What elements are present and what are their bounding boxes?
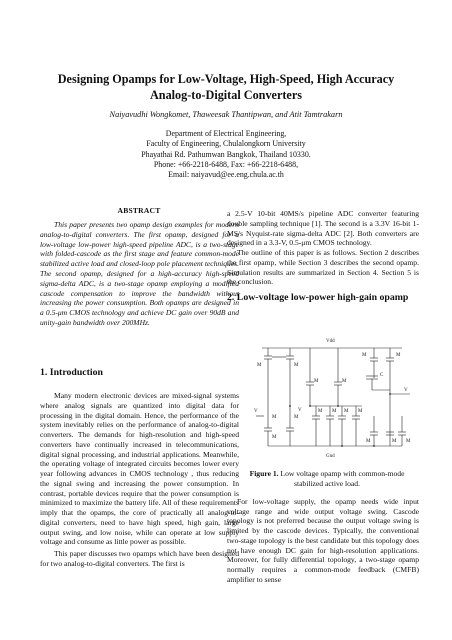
affiliation-line: Phayathai Rd. Pathumwan Bangkok, Thailand 10330. <box>141 149 311 159</box>
section-2-heading: 2. Low-voltage low-power high-gain opamp <box>227 292 409 303</box>
figure-caption <box>239 469 415 488</box>
authors: Naiyavudhi Wongkomet, Thaweesak Thantipwan, and Atit Tamtrakarn <box>109 110 343 119</box>
abstract-heading: ABSTRACT <box>117 206 161 215</box>
m14-label: M <box>366 439 371 444</box>
m15-label: M <box>392 439 397 444</box>
right-paragraph-1: a 2.5-V 10-bit 40MS/s pipeline ADC converter featuring double sampling technique [1]. The second is a 3.3V 16-bit 1-MS/s Nyquist-rate sigma-delta ADC [2]. Both converters are designed in a 3.3-V, 0.5-μm CMOS technology. <box>227 209 419 248</box>
affiliation <box>40 129 412 180</box>
m9-label: M <box>272 415 277 420</box>
m11-label: M <box>272 435 277 440</box>
vdd-label: Vdd <box>326 339 335 344</box>
m12-label: M <box>362 353 367 358</box>
m3-label: M <box>314 379 319 384</box>
second-stage <box>362 348 411 446</box>
input-pair <box>254 406 302 446</box>
m13-label: M <box>396 353 401 358</box>
affiliation-line: Department of Electrical Engineering, <box>165 129 287 138</box>
title-line-2: Analog-to-Digital Converters <box>150 88 302 102</box>
m4-label: M <box>342 379 347 384</box>
right-bottom-paragraph: For low-voltage supply, the opamp needs wide input voltage range and wide output voltage swing. Cascode topology is not preferred because the output voltage swing is limited by the cascode devices. Typically, the conventional two-stage topology is the best candidate but this topology does not have enough DC gain for high-resolution applications. Moreover, for fully differential topology, a two-stage opamp normally requires a common-mode feedback (CMFB) amplifier to sense <box>227 497 419 584</box>
intro-heading: 1. Introduction <box>40 367 103 378</box>
bias-transistors <box>257 348 299 406</box>
affiliation-line: Email: naiyavud@ee.eng.chula.ac.th <box>168 170 284 180</box>
opamp-schematic-figure <box>254 336 422 462</box>
paper-title <box>40 71 412 103</box>
abstract-text: This paper presents two opamp design examples for modern analog-to-digital converters. The first opamp, designed for a low-voltage low-power high-speed pipeline ADC, is a two-stage with folded-cascode as the first stage and feature common-mode stabilized active load and closed-loop pole placement techniques. The second opamp, designed for a high-accuracy high-speed sigma-delta ADC, is a two-stage opamp employing a modified cascode compensation to improve the bandwidth without increasing the power consumption. Both opamps are designed in a 0.5-μm CMOS technology and achieve DC gain over 90dB and unity-gain bandwidth over 200MHz. <box>40 220 239 327</box>
gnd-label: Gnd <box>326 454 335 459</box>
m8-label: M <box>358 409 363 414</box>
vb-label: V <box>298 408 302 413</box>
m16-label: M <box>406 439 411 444</box>
vout-label: V <box>404 388 408 393</box>
vin-label: V <box>254 409 258 414</box>
m7-label: M <box>344 409 349 414</box>
right-column-bottom <box>227 497 419 584</box>
first-stage <box>306 348 363 446</box>
right-paragraph-2: The outline of this paper is as follows. Section 2 describes the first opamp, while Section 3 describes the second opamp. Simulation results are summarized in Section 4. Section 5 is the conclusion. <box>227 248 419 287</box>
m2-label: M <box>294 363 299 368</box>
intro-body <box>40 391 239 569</box>
m5-label: M <box>318 409 323 414</box>
figure-caption-label: Figure 1. <box>249 469 279 478</box>
right-column-top <box>227 209 419 287</box>
m1-label: M <box>257 363 262 368</box>
m6-label: M <box>332 409 337 414</box>
figure-caption-text: Low voltage opamp with common-mode stabilized active load. <box>278 469 405 488</box>
intro-paragraph-1: Many modern electronic devices are mixed-signal systems where analog signals are quantized into digital data for processing in the digital domain. Hence, the performance of the system inevitably relies on the performance of analog-to-digital converters. The demands for high-resolution and high-speed converters have continually increased in telecommunications, digital signal processing, and industrial applications. Meanwhile, the operating voltage of integrated circuits becomes lower every year following advances in CMOS technology , thus reducing the signal swing and increasing the power consumption. In contrast, portable devices require that the power consumption is minimized to maximize the battery life. All of these requirements imply that the opamps, the core of practically all analog-to-digital converters, need to have high speed, high gain, large output swing, and low noise, while can operate at low supply voltage and consume as little power as possible. <box>40 391 239 547</box>
m10-label: M <box>294 415 299 420</box>
title-line-1: Designing Opamps for Low-Voltage, High-Speed, High Accuracy <box>57 72 395 86</box>
affiliation-line: Phone: +66-2218-6488, Fax: +66-2218-6488, <box>153 159 299 169</box>
cc-label: C <box>380 373 384 378</box>
connection-dots <box>289 393 391 447</box>
intro-paragraph-2: This paper discusses two opamps which have been designed for two analog-to-digital converters. The first is <box>40 549 239 568</box>
affiliation-line: Faculty of Engineering, Chulalongkorn University <box>146 139 306 149</box>
